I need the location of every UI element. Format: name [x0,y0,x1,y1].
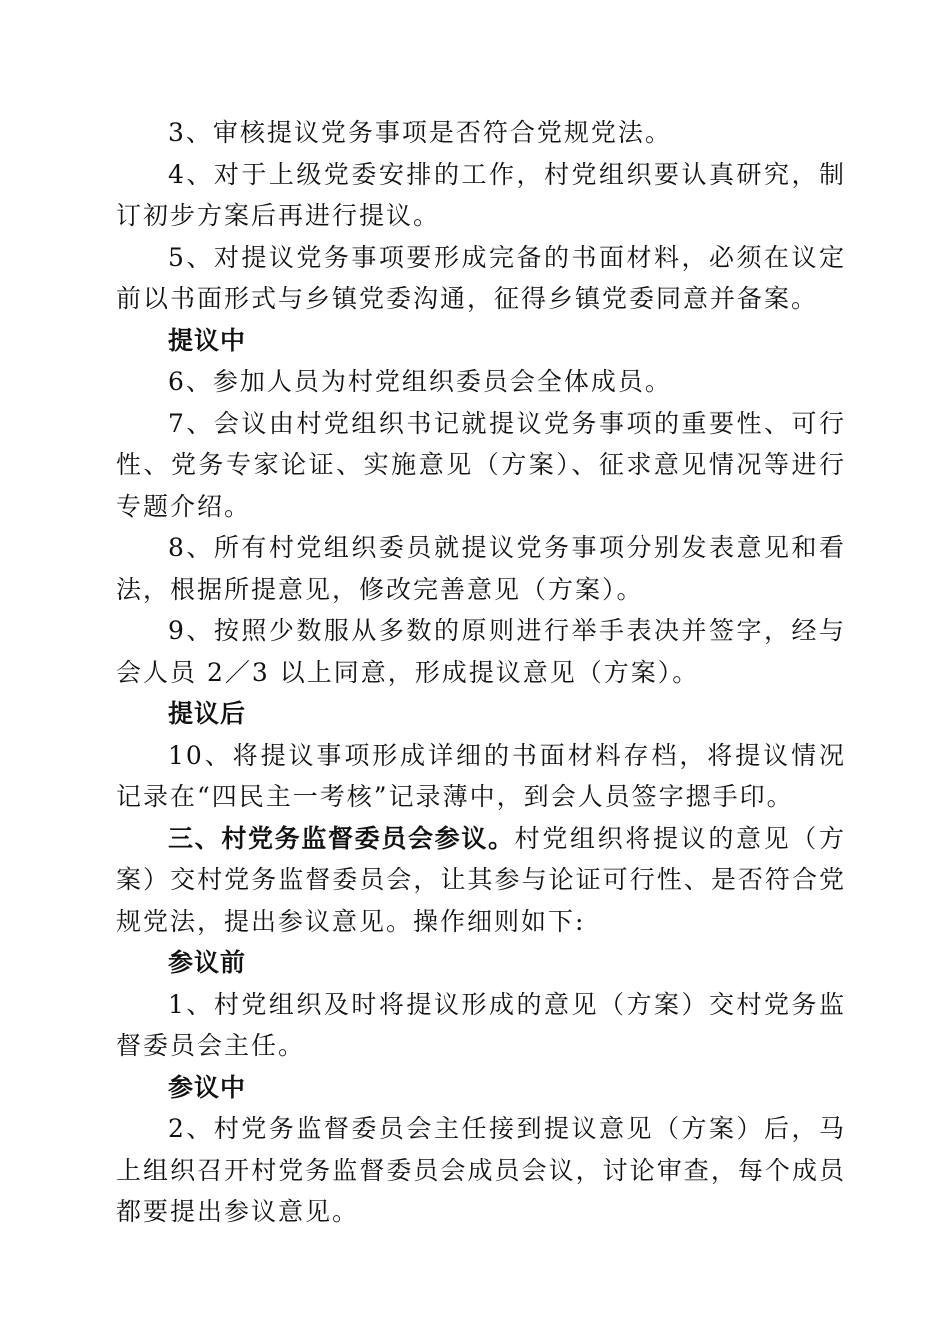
heading-canyi-qian: 参议前 [168,948,247,977]
section-3-paragraph [116,818,846,943]
paragraph-4: 4、对于上级党委安排的工作，村党组织要认真研究，制订初步方案后再进行提议。 [116,159,846,230]
paragraph-6: 6、参加人员为村党组织委员会全体成员。 [168,367,672,396]
section-3-item-1: 1、村党组织及时将提议形成的意见（方案）交村党务监督委员会主任。 [116,989,846,1060]
heading-tiyi-zhong: 提议中 [168,325,247,355]
paragraph-5: 5、对提议党务事项要形成完备的书面材料，必须在议定前以书面形式与乡镇党委沟通，征得乡镇党委同意并备案。 [116,242,846,313]
paragraph-3: 3、审核提议党务事项是否符合党规党法。 [168,118,672,147]
paragraph-8: 8、所有村党组织委员就提议党务事项分别发表意见和看法，根据所提意见，修改完善意见（方案）。 [116,533,846,604]
section-3-body: 村党组织将提议的意见（方案）交村党务监督委员会，让其参与论证可行性、是否符合党规党法，提出参议意见。操作细则如下: [116,823,846,936]
paragraph-10: 10、将提议事项形成详细的书面材料存档，将提议情况记录在“四民主一考核”记录薄中，到会人员签字摁手印。 [116,740,846,811]
paragraph-7: 7、会议由村党组织书记就提议党务事项的重要性、可行性、党务专家论证、实施意见（方案）、征求意见情况等进行专题介绍。 [116,408,846,521]
heading-canyi-zhong: 参议中 [168,1072,247,1102]
paragraph-9: 9、按照少数服从多数的原则进行举手表决并签字，经与会人员 2／3 以上同意，形成提议意见（方案）。 [116,616,846,687]
document-page [116,112,846,1233]
section-3-title: 三、村党务监督委员会参议。 [168,823,515,853]
heading-tiyi-hou: 提议后 [168,699,247,728]
section-3-item-2: 2、村党务监督委员会主任接到提议意见（方案）后，马上组织召开村党务监督委员会成员会议，讨论审查，每个成员都要提出参议意见。 [116,1114,846,1226]
